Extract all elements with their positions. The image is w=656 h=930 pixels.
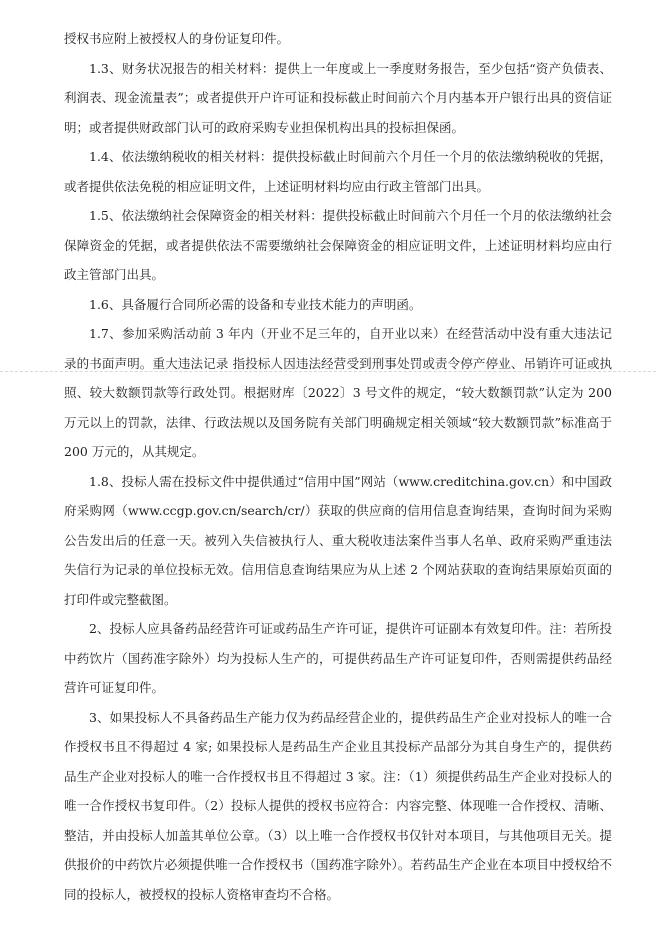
paragraph-1-4-tax: 1.4、依法缴纳税收的相关材料：提供投标截止时间前六个月任一个月的依法缴纳税收的凭据，或者提供依法免税的相应证明文件，上述证明材料均应由行政主管部门出具。 [64,149,612,194]
page-fold-line [0,371,656,372]
paragraph-1-3-financial: 1.3、财务状况报告的相关材料：提供上一年度或上一季度财务报告，至少包括“资产负债表、利润表、现金流量表”；或者提供开户许可证和投标截止时间前六个月内基本开户银行出具的资信证明；或者提供财政部门认可的政府采购专业担保机构出具的投标担保函。 [64,60,612,135]
paragraph-1-7-no-violation: 1.7、参加采购活动前 3 年内（开业不足三年的，自开业以来）在经营活动中没有重大违法记录的书面声明。重大违法记录 指投标人因违法经营受到刑事处罚或责令停产停业、吊销许可证或执照、较大数额罚款等行政处罚。根据财库〔2022〕3 号文件的规定，“较大数额罚款”认定为 200 万元以上的罚款，法律、行政法规以及国务院有关部门明确规定相关领域“较大数额罚款”标准高于 200 万元的，从其规定。 [64,326,612,459]
paragraph-3-authorization: 3、如果投标人不具备药品生产能力仅为药品经营企业的，提供药品生产企业对投标人的唯一合作授权书且不得超过 4 家; 如果投标人是药品生产企业且其投标产品部分为其自身生产的，提供药品生产企业对投标人的唯一合作授权书且不得超过 3 家。注：（1）须提供药品生产企业对投标人的唯一合作授权书复印件。（2）投标人提供的授权书应符合：内容完整、体现唯一合作授权、清晰、整洁，并由投标人加盖其单位公章。（3）以上唯一合作授权书仅针对本项目，与其他项目无关。提供报价的中药饮片必须提供唯一合作授权书（国药准字除外）。若药品生产企业在本项目中授权给不同的投标人，被授权的投标人资格审查均不合格。 [64,709,612,902]
paragraph-2-license: 2、投标人应具备药品经营许可证或药品生产许可证，提供许可证副本有效复印件。注：若所投中药饮片（国药准字除外）均为投标人生产的，可提供药品生产许可证复印件，否则需提供药品经营许可证复印件。 [64,621,612,695]
paragraph-id-copy-note: 授权书应附上被授权人的身份证复印件。 [64,31,290,46]
paragraph-1-6-equipment: 1.6、具备履行合同所必需的设备和专业技术能力的声明函。 [89,296,422,312]
paragraph-1-8-credit-check: 1.8、投标人需在投标文件中提供通过“信用中国”网站（www.creditchina.gov.cn）和中国政府采购网（www.ccgp.gov.cn/search/cr/）获取的供应商的信用信息查询结果，查询时间为采购公告发出后的任意一天。被列入失信被执行人、重大税收违法案件当事人名单、政府采购严重违法失信行为记录的单位投标无效。信用信息查询结果应为从上述 2 个网站获取的查询结果原始页面的打印件或完整截图。 [64,473,612,607]
paragraph-1-5-social-security: 1.5、依法缴纳社会保障资金的相关材料：提供投标截止时间前六个月任一个月的依法缴纳社会保障资金的凭据，或者提供依法不需要缴纳社会保障资金的相应证明文件，上述证明材料均应由行政主管部门出具。 [64,208,612,282]
